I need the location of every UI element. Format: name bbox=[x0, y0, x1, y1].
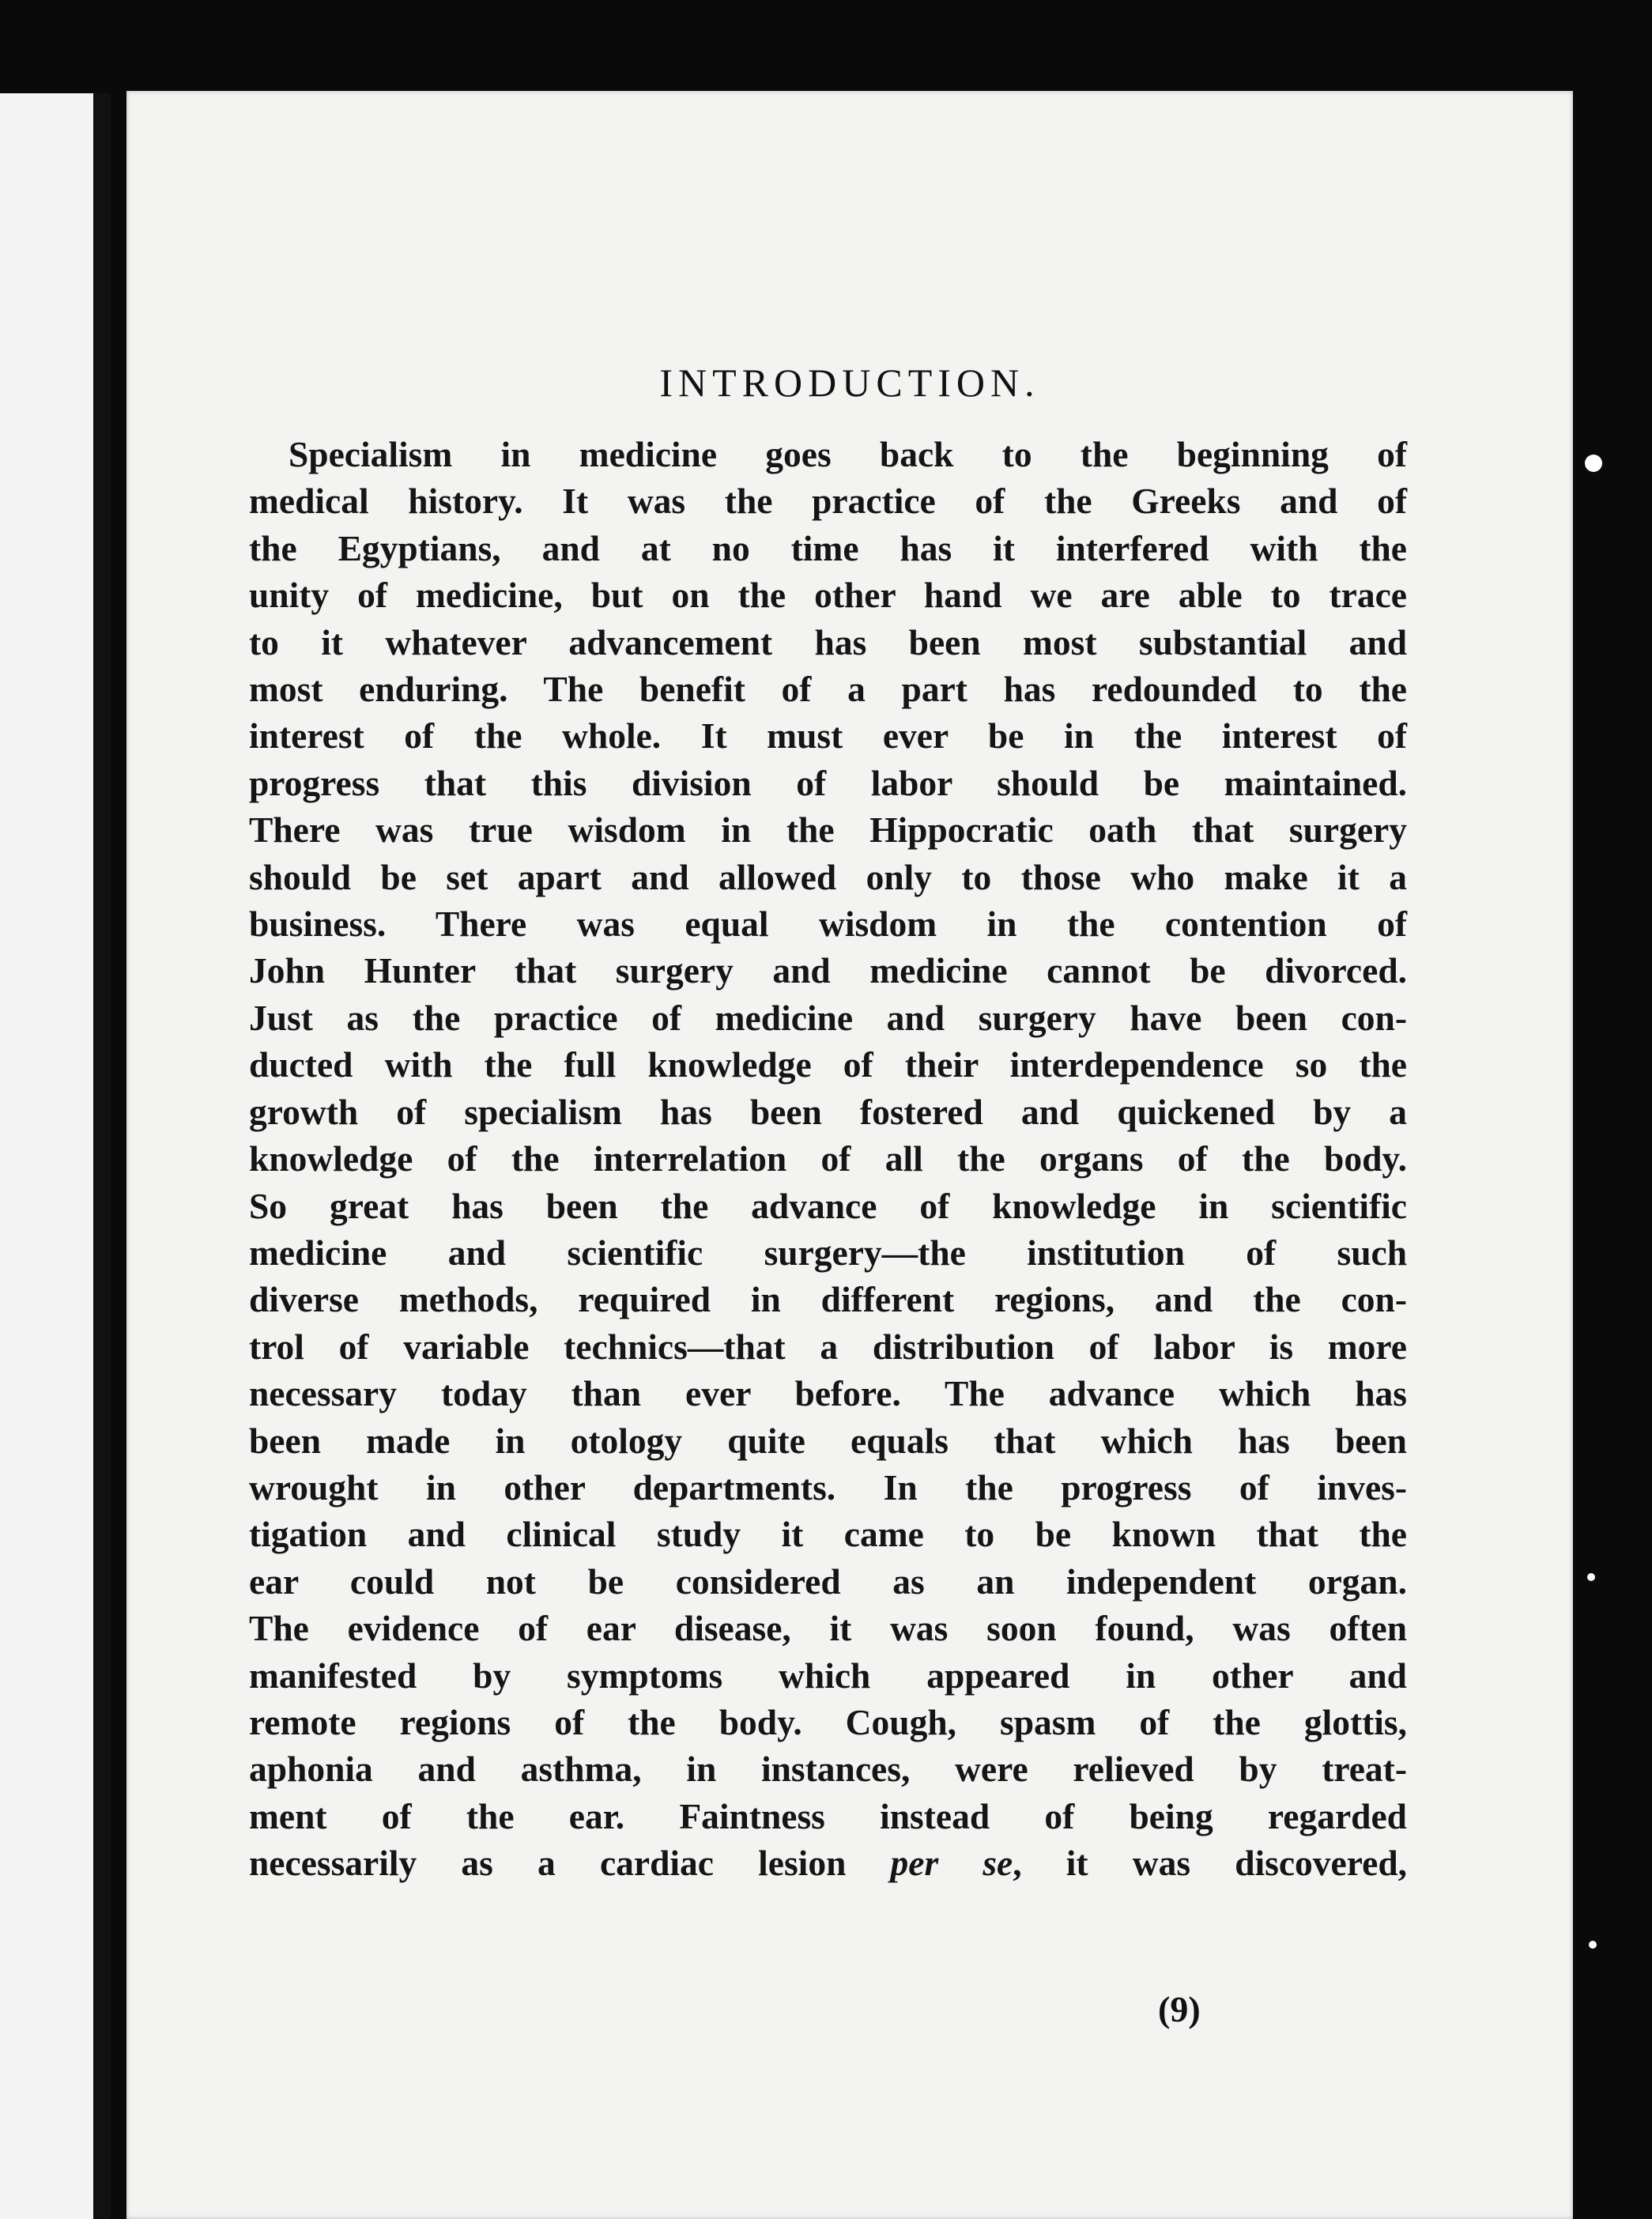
text-line: interest of the whole. It must ever be in the interest of bbox=[249, 715, 1407, 757]
text-line-last bbox=[249, 1840, 1407, 1886]
text-line: medicine and scientific surgery—the institution of such bbox=[249, 1232, 1407, 1273]
scan-left-margin bbox=[0, 93, 111, 2219]
scan-right-margin bbox=[1573, 91, 1652, 2219]
text-line: There was true wisdom in the Hippocratic oath that surgery bbox=[249, 809, 1407, 851]
text-line: ment of the ear. Faintness instead of being regarded bbox=[249, 1795, 1407, 1836]
text-line: ducted with the full knowledge of their interdependence so the bbox=[249, 1044, 1407, 1085]
latin-phrase: per se bbox=[890, 1843, 1013, 1884]
last-line-end: , it was discovered, bbox=[1013, 1843, 1408, 1884]
scan-speck bbox=[1585, 455, 1602, 472]
text-line: diverse methods, required in different regions, and the con- bbox=[249, 1279, 1407, 1320]
scan-speck bbox=[1589, 1941, 1597, 1949]
text-line: the Egyptians, and at no time has it interfered with the bbox=[249, 527, 1407, 568]
text-line: So great has been the advance of knowledge in scientific bbox=[249, 1185, 1407, 1226]
text-line: Specialism in medicine goes back to the beginning of bbox=[289, 434, 1407, 474]
text-line: business. There was equal wisdom in the contention of bbox=[249, 904, 1407, 945]
body-paragraph bbox=[249, 431, 1407, 1887]
text-line: knowledge of the interrelation of all the organs of the body. bbox=[249, 1138, 1407, 1179]
text-line: trol of variable technics—that a distribution of labor is more bbox=[249, 1326, 1407, 1367]
scan-speck bbox=[1587, 1573, 1595, 1581]
text-line: remote regions of the body. Cough, spasm of the glottis, bbox=[249, 1701, 1407, 1742]
text-line: necessary today than ever before. The advance which has bbox=[249, 1373, 1407, 1414]
text-line: been made in otology quite equals that which has been bbox=[249, 1420, 1407, 1461]
text-line: manifested by symptoms which appeared in other and bbox=[249, 1655, 1407, 1696]
text-line: The evidence of ear disease, it was soon found, was often bbox=[249, 1608, 1407, 1649]
text-line: John Hunter that surgery and medicine cannot be divorced. bbox=[249, 950, 1407, 991]
text-line: to it whatever advancement has been most substantial and bbox=[249, 621, 1407, 662]
book-page bbox=[126, 91, 1573, 2219]
text-line: Just as the practice of medicine and surgery have been con- bbox=[249, 997, 1407, 1038]
text-line: medical history. It was the practice of the Greeks and of bbox=[249, 481, 1407, 522]
page-number: (9) bbox=[1158, 1989, 1201, 2029]
text-line: most enduring. The benefit of a part has redounded to the bbox=[249, 669, 1407, 710]
text-line: unity of medicine, but on the other hand we are able to trace bbox=[249, 575, 1407, 616]
chapter-heading: INTRODUCTION. bbox=[659, 360, 1040, 405]
text-line: should be set apart and allowed only to those who make it a bbox=[249, 856, 1407, 897]
text-line: aphonia and asthma, in instances, were relieved by treat- bbox=[249, 1749, 1407, 1790]
text-line: ear could not be considered as an independent organ. bbox=[249, 1560, 1407, 1602]
text-line: tigation and clinical study it came to be known that the bbox=[249, 1514, 1407, 1555]
text-line: wrought in other departments. In the progress of inves- bbox=[249, 1466, 1407, 1508]
last-line-start: necessarily as a cardiac lesion bbox=[249, 1843, 891, 1884]
text-line: progress that this division of labor should be maintained. bbox=[249, 762, 1407, 803]
text-line: growth of specialism has been fostered and quickened by a bbox=[249, 1091, 1407, 1132]
